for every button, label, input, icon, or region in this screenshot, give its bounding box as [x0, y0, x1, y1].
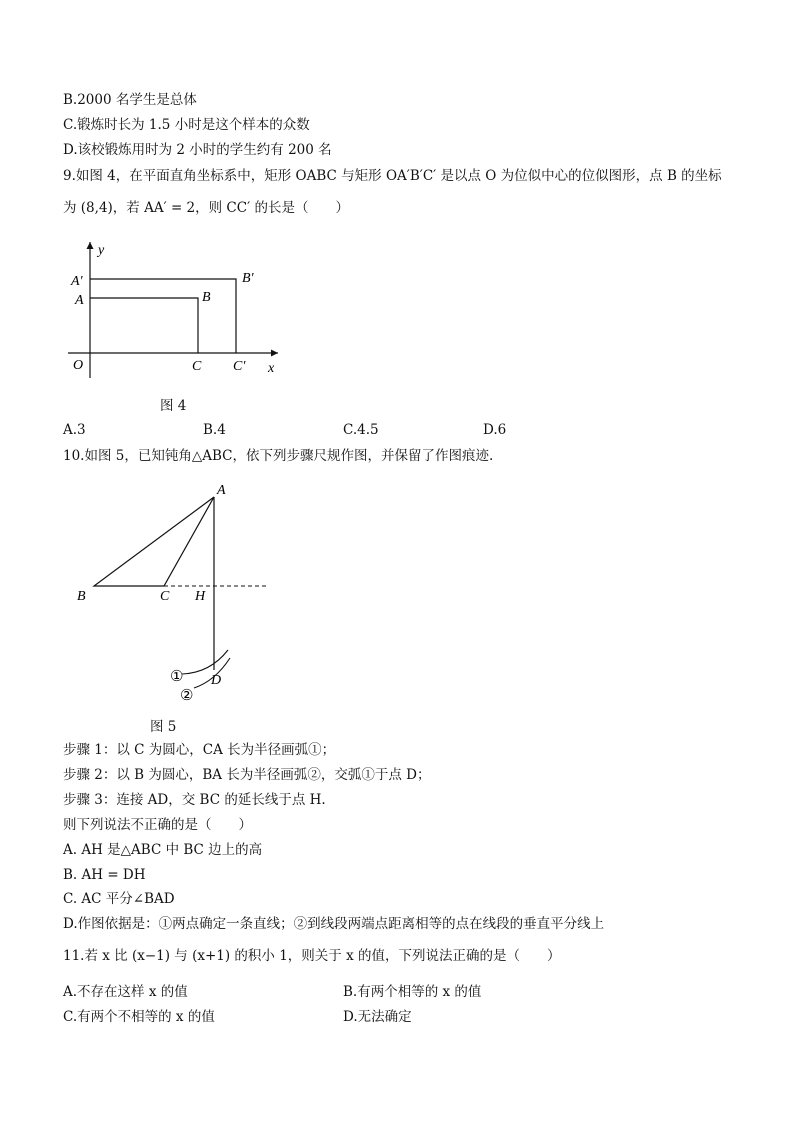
q11-option-c: C.有两个不相等的 x 的值: [63, 1009, 215, 1025]
q10-step-2: 步骤 2：以 B 为圆心，BA 长为半径画弧②，交弧①于点 D；: [63, 767, 431, 783]
label-h: H: [195, 589, 206, 604]
q10-option-b: B. AH = DH: [63, 867, 146, 883]
label-x: x: [268, 361, 275, 376]
triangle-abc: [94, 497, 214, 586]
label-b-prime: B′: [242, 271, 254, 286]
q11-option-d: D.无法确定: [343, 1009, 412, 1025]
label-a: A: [217, 483, 226, 498]
q10-step-1: 步骤 1：以 C 为圆心，CA 长为半径画弧①；: [63, 742, 336, 758]
label-b: B: [202, 290, 211, 305]
q8-option-d: D.该校锻炼用时为 2 小时的学生约有 200 名: [63, 142, 332, 158]
q11-option-b: B.有两个相等的 x 的值: [343, 984, 482, 1000]
label-o: O: [73, 358, 84, 373]
q9-option-a: A.3: [63, 422, 86, 438]
label-y: y: [98, 243, 105, 258]
rectangle-oa-prime-b-prime-c-prime: [90, 279, 236, 353]
q10-option-d: D.作图依据是：①两点确定一条直线；②到线段两端点距离相等的点在线段的垂直平分线上: [63, 916, 605, 932]
q9-option-c: C.4.5: [343, 422, 379, 438]
q9-option-b: B.4: [203, 422, 226, 438]
q8-option-b: B.2000 名学生是总体: [63, 92, 197, 108]
label-c: C: [160, 589, 170, 604]
q10-question: 则下列说法不正确的是（ ）: [63, 817, 252, 833]
label-arc-2: ②: [180, 688, 194, 704]
q10-step-3: 步骤 3：连接 AD，交 BC 的延长线于点 H.: [63, 792, 326, 808]
q8-option-c: C.锻炼时长为 1.5 小时是这个样本的众数: [63, 117, 310, 133]
q10-option-a: A. AH 是△ABC 中 BC 边上的高: [63, 842, 263, 858]
q10-option-c: C. AC 平分∠BAD: [63, 891, 175, 907]
figure-5-construction-diagram: [70, 478, 280, 710]
q11-option-a: A.不存在这样 x 的值: [63, 984, 188, 1000]
q9-stem-line2: 为 (8,4)，若 AA′ = 2，则 CC′ 的长是（ ）: [63, 200, 349, 216]
rectangle-oabc: [90, 298, 198, 353]
figure-5-caption: 图 5: [150, 719, 177, 735]
label-c: C: [192, 359, 202, 374]
label-a-prime: A′: [71, 274, 83, 289]
q9-option-d: D.6: [483, 422, 507, 438]
q10-stem: 10.如图 5，已知钝角△ABC，依下列步骤尺规作图，并保留了作图痕迹.: [63, 448, 494, 464]
label-arc-1: ①: [170, 669, 184, 685]
q9-stem-line1: 9.如图 4，在平面直角坐标系中，矩形 OABC 与矩形 OA′B′C′ 是以点 O 为位似中心的位似图形，点 B 的坐标: [63, 168, 722, 184]
label-b: B: [77, 589, 86, 604]
label-a: A: [75, 293, 84, 308]
figure-4-coordinate-diagram: [60, 238, 290, 383]
label-c-prime: C′: [233, 359, 246, 374]
q11-stem: 11.若 x 比 (x−1) 与 (x+1) 的积小 1，则关于 x 的值，下列说法正确的是（ ）: [63, 948, 561, 964]
label-d: D: [211, 673, 222, 688]
figure-4-caption: 图 4: [160, 398, 187, 414]
